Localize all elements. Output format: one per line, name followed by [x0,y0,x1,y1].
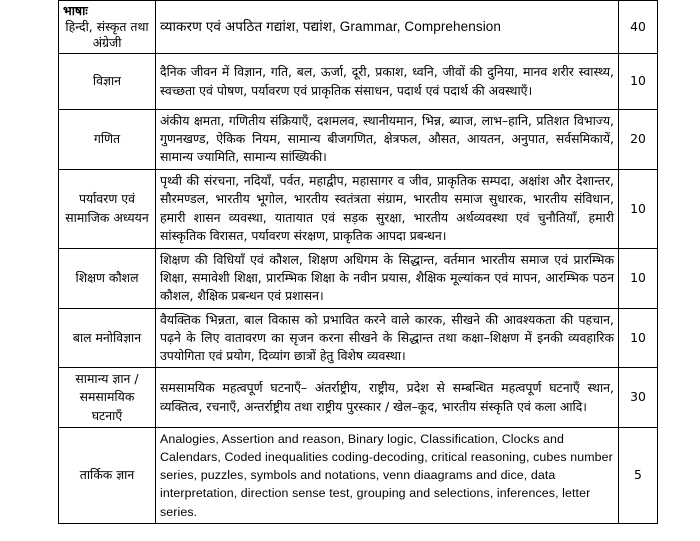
topics-cell: Analogies, Assertion and reason, Binary logic, Classification, Clocks and Calendars, Coded inequalities coding-decoding, critical reasoning, cubes number series, puzzles, symbols and notations, venn diaagrams and dice, data interpretation, direction sense test, grouping and selections, inferences, letter series. [156,427,619,523]
marks-cell: 30 [619,368,658,428]
table-row [59,427,658,523]
marks-cell: 20 [619,110,658,170]
marks-cell: 10 [619,308,658,368]
topics-cell: समसामयिक महत्वपूर्ण घटनाएँ– अंतर्राष्ट्रीय, राष्ट्रीय, प्रदेश से सम्बन्धित महत्वपूर्ण घटनाएँ स्थान, व्यक्तित्व, रचनाएँ, अन्तर्राष्ट्रीय तथा राष्ट्रीय पुरस्कार / खेल–कूद, भारतीय संस्कृति एवं कला आदि। [156,368,619,428]
syllabus-table [58,0,658,524]
subject-cell: पर्यावरण एवं सामाजिक अध्ययन [59,169,156,248]
table-row [59,110,658,170]
table-row [59,1,658,54]
subject-cell: सामान्य ज्ञान / समसामयिक घटनाएँ [59,368,156,428]
table-row [59,308,658,368]
marks-cell: 10 [619,54,658,110]
subject-cell: गणित [59,110,156,170]
table-row [59,54,658,110]
topics-cell: दैनिक जीवन में विज्ञान, गति, बल, ऊर्जा, दूरी, प्रकाश, ध्वनि, जीवों की दुनिया, मानव शरीर स्वास्थ्य, स्वच्छता एवं पोषण, पर्यावरण एवं प्राकृतिक संसाधन, पदार्थ एवं पदार्थ की अवस्थाएँ। [156,54,619,110]
topics-cell: व्याकरण एवं अपठित गद्यांश, पद्यांश, Grammar, Comprehension [156,1,619,54]
subject-cell: बाल मनोविज्ञान [59,308,156,368]
topics-cell: अंकीय क्षमता, गणितीय संक्रियाएँ, दशमलव, स्थानीयमान, भिन्न, ब्याज, लाभ–हानि, प्रतिशत विभाज्य, गुणनखण्ड, ऐकिक नियम, सामान्य बीजगणित, क्षेत्रफल, औसत, आयतन, अनुपात, सर्वसमिकायें, सामान्य ज्यामिति, सामान्य सांख्यिकी। [156,110,619,170]
table-row [59,368,658,428]
subject-heading: भाषाः [63,3,88,18]
subject-cell: शिक्षण कौशल [59,248,156,308]
topics-cell: वैयक्तिक भिन्नता, बाल विकास को प्रभावित करने वाले कारक, सीखने की आवश्यकता की पहचान, पढ़ने के लिए वातावरण का सृजन करना सीखने के सिद्धान्त तथा कक्षा–शिक्षण में इनकी व्यवहारिक उपयोगिता एवं प्रयोग, दिव्यांग छात्रों हेतु विशेष व्यवस्था। [156,308,619,368]
marks-cell: 5 [619,427,658,523]
subject-name: हिन्दी, संस्कृत तथा अंग्रेजी [65,19,149,50]
table-row [59,248,658,308]
marks-cell: 40 [619,1,658,54]
topics-cell: पृथ्वी की संरचना, नदियाँ, पर्वत, महाद्वीप, महासागर व जीव, प्राकृतिक सम्पदा, अक्षांश और देशान्तर, सौरमण्डल, भारतीय भूगोल, भारतीय स्वतंत्रता संग्राम, भारतीय समाज सुधारक, भारतीय संविधान, हमारी शासन व्यवस्था, यातायात एवं सड़क सुरक्षा, भारतीय अर्थव्यवस्था एवं चुनौतियाँ, हमारी सांस्कृतिक विरासत, पर्यावरण संरक्षण, प्राकृतिक आपदा प्रबन्धन। [156,169,619,248]
marks-cell: 10 [619,169,658,248]
marks-cell: 10 [619,248,658,308]
subject-cell [59,1,156,54]
subject-cell: तार्किक ज्ञान [59,427,156,523]
topics-cell: शिक्षण की विधियाँ एवं कौशल, शिक्षण अधिगम के सिद्धान्त, वर्तमान भारतीय समाज एवं प्रारम्भिक शिक्षा, समावेशी शिक्षा, प्रारम्भिक शिक्षा के नवीन प्रयास, शैक्षिक मूल्यांकन एवं मापन, आरम्भिक पठन कौशल, शैक्षिक प्रबन्धन एवं प्रशासन। [156,248,619,308]
table-row [59,169,658,248]
subject-cell: विज्ञान [59,54,156,110]
